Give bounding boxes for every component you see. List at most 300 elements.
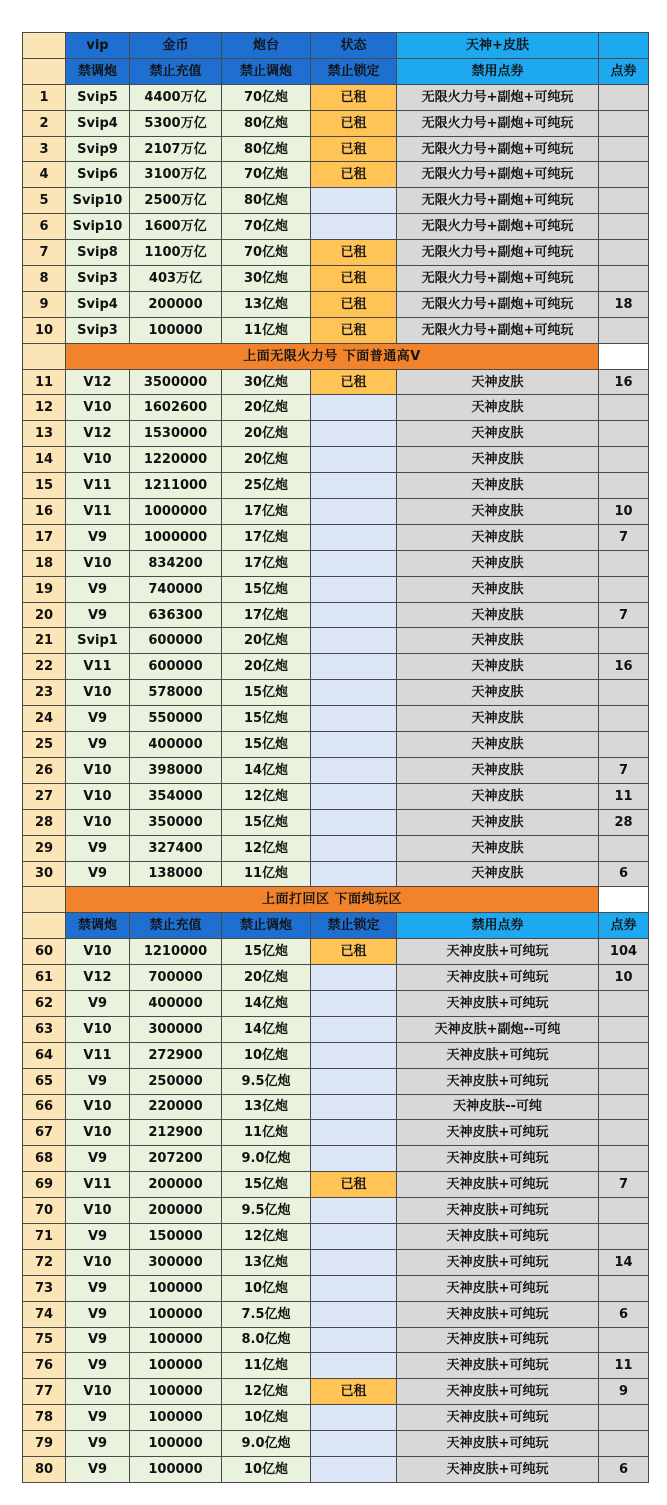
description: 天神皮肤	[397, 447, 599, 473]
status-cell	[311, 602, 397, 628]
table-row	[23, 706, 649, 732]
status-cell	[311, 473, 397, 499]
description: 无限火力号+副炮+可纯玩	[397, 162, 599, 188]
coupon-count: 16	[599, 654, 649, 680]
description: 天神皮肤+可纯玩	[397, 1249, 599, 1275]
coupon-count	[599, 706, 649, 732]
table-row	[23, 1353, 649, 1379]
turret-level: 20亿炮	[222, 628, 311, 654]
table-row	[23, 835, 649, 861]
table-row	[23, 1456, 649, 1482]
table-row	[23, 266, 649, 292]
turret-level: 12亿炮	[222, 1379, 311, 1405]
vip-level: V10	[66, 809, 130, 835]
coupon-count	[599, 1405, 649, 1431]
row-number: 23	[23, 680, 66, 706]
row-number: 5	[23, 188, 66, 214]
turret-level: 20亿炮	[222, 421, 311, 447]
description: 天神皮肤	[397, 369, 599, 395]
turret-level: 10亿炮	[222, 1275, 311, 1301]
gold-amount: 300000	[130, 1016, 222, 1042]
table-row	[23, 369, 649, 395]
vip-level: Svip9	[66, 136, 130, 162]
header-no-recharge: 禁止充值	[130, 58, 222, 84]
description: 无限火力号+副炮+可纯玩	[397, 110, 599, 136]
vip-level: V9	[66, 1327, 130, 1353]
row-number: 62	[23, 990, 66, 1016]
row-number: 60	[23, 939, 66, 965]
row-number: 17	[23, 524, 66, 550]
gold-amount: 100000	[130, 1301, 222, 1327]
table-row	[23, 421, 649, 447]
status-cell	[311, 1223, 397, 1249]
header-coupon: 点券	[599, 58, 649, 84]
vip-level: V10	[66, 1016, 130, 1042]
table-row	[23, 447, 649, 473]
status-cell: 已租	[311, 291, 397, 317]
banner-corner	[23, 887, 66, 913]
description: 天神皮肤	[397, 654, 599, 680]
vip-level: V9	[66, 861, 130, 887]
vip-level: V9	[66, 706, 130, 732]
description: 天神皮肤	[397, 576, 599, 602]
gold-amount: 212900	[130, 1120, 222, 1146]
table-row	[23, 628, 649, 654]
status-cell	[311, 524, 397, 550]
turret-level: 7.5亿炮	[222, 1301, 311, 1327]
row-number: 64	[23, 1042, 66, 1068]
banner-blank	[599, 887, 649, 913]
description: 天神皮肤	[397, 861, 599, 887]
gold-amount: 200000	[130, 291, 222, 317]
coupon-count: 11	[599, 783, 649, 809]
description: 天神皮肤+可纯玩	[397, 939, 599, 965]
coupon-count	[599, 732, 649, 758]
coupon-count	[599, 1431, 649, 1457]
turret-level: 30亿炮	[222, 266, 311, 292]
gold-amount: 1602600	[130, 395, 222, 421]
vip-level: Svip5	[66, 84, 130, 110]
header-no-coupon: 禁用点券	[397, 913, 599, 939]
gold-amount: 100000	[130, 1353, 222, 1379]
turret-level: 11亿炮	[222, 1353, 311, 1379]
vip-level: V10	[66, 680, 130, 706]
gold-amount: 350000	[130, 809, 222, 835]
coupon-count	[599, 628, 649, 654]
status-cell	[311, 680, 397, 706]
vip-level: V9	[66, 835, 130, 861]
row-number: 67	[23, 1120, 66, 1146]
gold-amount: 4400万亿	[130, 84, 222, 110]
vip-level: Svip10	[66, 214, 130, 240]
description: 天神皮肤	[397, 809, 599, 835]
table-row	[23, 1068, 649, 1094]
vip-level: Svip4	[66, 291, 130, 317]
table-row	[23, 110, 649, 136]
row-number: 8	[23, 266, 66, 292]
table-row	[23, 602, 649, 628]
table-row	[23, 757, 649, 783]
coupon-count	[599, 240, 649, 266]
turret-level: 9.0亿炮	[222, 1146, 311, 1172]
row-number: 68	[23, 1146, 66, 1172]
status-cell	[311, 861, 397, 887]
vip-level: V12	[66, 369, 130, 395]
turret-level: 30亿炮	[222, 369, 311, 395]
coupon-count: 10	[599, 499, 649, 525]
turret-level: 14亿炮	[222, 1016, 311, 1042]
row-number: 7	[23, 240, 66, 266]
description: 无限火力号+副炮+可纯玩	[397, 291, 599, 317]
row-number: 65	[23, 1068, 66, 1094]
coupon-count	[599, 317, 649, 343]
coupon-count	[599, 1223, 649, 1249]
vip-level: V9	[66, 1301, 130, 1327]
gold-amount: 1000000	[130, 499, 222, 525]
coupon-count	[599, 550, 649, 576]
coupon-count	[599, 84, 649, 110]
status-cell	[311, 1327, 397, 1353]
table-row	[23, 550, 649, 576]
vip-level: V10	[66, 1094, 130, 1120]
gold-amount: 1530000	[130, 421, 222, 447]
gold-amount: 100000	[130, 317, 222, 343]
coupon-count: 6	[599, 1456, 649, 1482]
row-number: 13	[23, 421, 66, 447]
row-number: 29	[23, 835, 66, 861]
row-number: 76	[23, 1353, 66, 1379]
coupon-count: 14	[599, 1249, 649, 1275]
row-number: 75	[23, 1327, 66, 1353]
row-number: 14	[23, 447, 66, 473]
gold-amount: 100000	[130, 1327, 222, 1353]
status-cell	[311, 628, 397, 654]
description: 天神皮肤	[397, 757, 599, 783]
turret-level: 14亿炮	[222, 757, 311, 783]
coupon-count	[599, 136, 649, 162]
row-number: 28	[23, 809, 66, 835]
turret-level: 20亿炮	[222, 654, 311, 680]
vip-level: V11	[66, 654, 130, 680]
turret-level: 15亿炮	[222, 732, 311, 758]
table-row	[23, 1042, 649, 1068]
turret-level: 15亿炮	[222, 939, 311, 965]
table-row	[23, 654, 649, 680]
status-cell: 已租	[311, 266, 397, 292]
coupon-count: 104	[599, 939, 649, 965]
turret-level: 70亿炮	[222, 214, 311, 240]
header-corner	[23, 913, 66, 939]
header-coupon: 点券	[599, 913, 649, 939]
gold-amount: 220000	[130, 1094, 222, 1120]
description: 天神皮肤+可纯玩	[397, 1146, 599, 1172]
description: 天神皮肤+可纯玩	[397, 1172, 599, 1198]
status-cell	[311, 1094, 397, 1120]
turret-level: 17亿炮	[222, 524, 311, 550]
description: 天神皮肤	[397, 628, 599, 654]
description: 无限火力号+副炮+可纯玩	[397, 214, 599, 240]
status-cell	[311, 395, 397, 421]
row-number: 69	[23, 1172, 66, 1198]
row-number: 18	[23, 550, 66, 576]
vip-level: V10	[66, 783, 130, 809]
vip-level: Svip8	[66, 240, 130, 266]
description: 无限火力号+副炮+可纯玩	[397, 136, 599, 162]
table-row	[23, 1327, 649, 1353]
status-cell	[311, 499, 397, 525]
turret-level: 20亿炮	[222, 965, 311, 991]
status-cell	[311, 965, 397, 991]
description: 天神皮肤+可纯玩	[397, 1431, 599, 1457]
description: 天神皮肤	[397, 602, 599, 628]
coupon-count	[599, 266, 649, 292]
table-row	[23, 965, 649, 991]
gold-amount: 5300万亿	[130, 110, 222, 136]
gold-amount: 207200	[130, 1146, 222, 1172]
turret-level: 13亿炮	[222, 1249, 311, 1275]
coupon-count	[599, 421, 649, 447]
gold-amount: 2500万亿	[130, 188, 222, 214]
gold-amount: 398000	[130, 757, 222, 783]
gold-amount: 200000	[130, 1198, 222, 1224]
table-row	[23, 1301, 649, 1327]
description: 天神皮肤	[397, 473, 599, 499]
header-status: 状态	[311, 33, 397, 59]
gold-amount: 740000	[130, 576, 222, 602]
vip-level: Svip10	[66, 188, 130, 214]
description: 天神皮肤+可纯玩	[397, 1456, 599, 1482]
status-cell: 已租	[311, 1172, 397, 1198]
header-no-turret-change: 禁止调炮	[222, 58, 311, 84]
coupon-count	[599, 1120, 649, 1146]
status-cell: 已租	[311, 162, 397, 188]
vip-level: V11	[66, 1042, 130, 1068]
status-cell	[311, 1249, 397, 1275]
row-number: 78	[23, 1405, 66, 1431]
row-number: 71	[23, 1223, 66, 1249]
status-cell	[311, 214, 397, 240]
row-number: 30	[23, 861, 66, 887]
turret-level: 15亿炮	[222, 576, 311, 602]
gold-amount: 400000	[130, 990, 222, 1016]
vip-level: V9	[66, 602, 130, 628]
status-cell: 已租	[311, 84, 397, 110]
table-row	[23, 939, 649, 965]
status-cell	[311, 1301, 397, 1327]
description: 天神皮肤+可纯玩	[397, 1120, 599, 1146]
vip-level: V9	[66, 1146, 130, 1172]
table-row	[23, 861, 649, 887]
vip-level: V10	[66, 1120, 130, 1146]
table-row	[23, 680, 649, 706]
section-banner-label: 上面打回区 下面纯玩区	[66, 887, 599, 913]
status-cell	[311, 1042, 397, 1068]
gold-amount: 1210000	[130, 939, 222, 965]
vip-level: V9	[66, 732, 130, 758]
gold-amount: 400000	[130, 732, 222, 758]
coupon-count	[599, 473, 649, 499]
row-number: 72	[23, 1249, 66, 1275]
header-no-recharge: 禁止充值	[130, 913, 222, 939]
status-cell: 已租	[311, 317, 397, 343]
section-banner-2	[23, 887, 649, 913]
gold-amount: 636300	[130, 602, 222, 628]
gold-amount: 354000	[130, 783, 222, 809]
gold-amount: 1600万亿	[130, 214, 222, 240]
status-cell: 已租	[311, 939, 397, 965]
status-cell	[311, 1275, 397, 1301]
coupon-count	[599, 1042, 649, 1068]
turret-level: 15亿炮	[222, 1172, 311, 1198]
header-turret: 炮台	[222, 33, 311, 59]
status-cell	[311, 732, 397, 758]
row-number: 73	[23, 1275, 66, 1301]
status-cell	[311, 1120, 397, 1146]
table-row	[23, 1405, 649, 1431]
row-number: 74	[23, 1301, 66, 1327]
row-number: 80	[23, 1456, 66, 1482]
gold-amount: 100000	[130, 1379, 222, 1405]
description: 天神皮肤+可纯玩	[397, 965, 599, 991]
description: 无限火力号+副炮+可纯玩	[397, 84, 599, 110]
description: 天神皮肤+可纯玩	[397, 1353, 599, 1379]
table-row	[23, 291, 649, 317]
description: 天神皮肤+可纯玩	[397, 990, 599, 1016]
gold-amount: 3100万亿	[130, 162, 222, 188]
coupon-count	[599, 188, 649, 214]
description: 无限火力号+副炮+可纯玩	[397, 240, 599, 266]
turret-level: 80亿炮	[222, 110, 311, 136]
status-cell	[311, 1405, 397, 1431]
coupon-count	[599, 1327, 649, 1353]
coupon-count: 7	[599, 524, 649, 550]
description: 天神皮肤+可纯玩	[397, 1405, 599, 1431]
coupon-count: 11	[599, 1353, 649, 1379]
coupon-count	[599, 1094, 649, 1120]
coupon-count	[599, 990, 649, 1016]
account-table	[22, 32, 649, 1483]
coupon-count	[599, 835, 649, 861]
gold-amount: 1100万亿	[130, 240, 222, 266]
gold-amount: 550000	[130, 706, 222, 732]
table-row	[23, 1379, 649, 1405]
turret-level: 10亿炮	[222, 1456, 311, 1482]
vip-level: V12	[66, 965, 130, 991]
row-number: 26	[23, 757, 66, 783]
turret-level: 17亿炮	[222, 550, 311, 576]
coupon-count	[599, 1068, 649, 1094]
turret-level: 11亿炮	[222, 861, 311, 887]
row-number: 15	[23, 473, 66, 499]
header-corner	[23, 58, 66, 84]
description: 天神皮肤	[397, 499, 599, 525]
turret-level: 20亿炮	[222, 447, 311, 473]
header-no-lock: 禁止锁定	[311, 58, 397, 84]
coupon-count: 18	[599, 291, 649, 317]
coupon-count: 7	[599, 602, 649, 628]
status-cell: 已租	[311, 1379, 397, 1405]
turret-level: 80亿炮	[222, 188, 311, 214]
table-row	[23, 783, 649, 809]
gold-amount: 100000	[130, 1405, 222, 1431]
account-table-body	[23, 33, 649, 1483]
row-number: 70	[23, 1198, 66, 1224]
description: 天神皮肤+可纯玩	[397, 1301, 599, 1327]
table-row	[23, 214, 649, 240]
turret-level: 11亿炮	[222, 317, 311, 343]
status-cell: 已租	[311, 110, 397, 136]
table-row	[23, 1431, 649, 1457]
turret-level: 70亿炮	[222, 162, 311, 188]
banner-corner	[23, 343, 66, 369]
turret-level: 9.5亿炮	[222, 1068, 311, 1094]
table-row	[23, 1146, 649, 1172]
banner-blank	[599, 343, 649, 369]
row-number: 61	[23, 965, 66, 991]
turret-level: 12亿炮	[222, 1223, 311, 1249]
description: 天神皮肤	[397, 680, 599, 706]
turret-level: 15亿炮	[222, 706, 311, 732]
gold-amount: 1000000	[130, 524, 222, 550]
description: 天神皮肤--可纯	[397, 1094, 599, 1120]
turret-level: 9.5亿炮	[222, 1198, 311, 1224]
coupon-count	[599, 395, 649, 421]
status-cell	[311, 421, 397, 447]
row-number: 11	[23, 369, 66, 395]
vip-level: Svip6	[66, 162, 130, 188]
vip-level: V12	[66, 421, 130, 447]
gold-amount: 100000	[130, 1431, 222, 1457]
turret-level: 15亿炮	[222, 809, 311, 835]
turret-level: 9.0亿炮	[222, 1431, 311, 1457]
status-cell	[311, 447, 397, 473]
gold-amount: 100000	[130, 1456, 222, 1482]
header-row-1	[23, 33, 649, 59]
header-gold: 金币	[130, 33, 222, 59]
vip-level: V9	[66, 1431, 130, 1457]
status-cell: 已租	[311, 136, 397, 162]
status-cell	[311, 1016, 397, 1042]
row-number: 24	[23, 706, 66, 732]
coupon-count: 9	[599, 1379, 649, 1405]
description: 无限火力号+副炮+可纯玩	[397, 317, 599, 343]
row-number: 20	[23, 602, 66, 628]
coupon-count: 6	[599, 1301, 649, 1327]
vip-level: V11	[66, 473, 130, 499]
table-row	[23, 84, 649, 110]
vip-level: V9	[66, 1353, 130, 1379]
status-cell	[311, 1068, 397, 1094]
section-banner-label: 上面无限火力号 下面普通高V	[66, 343, 599, 369]
gold-amount: 100000	[130, 1275, 222, 1301]
description: 天神皮肤+可纯玩	[397, 1042, 599, 1068]
gold-amount: 1211000	[130, 473, 222, 499]
turret-level: 13亿炮	[222, 1094, 311, 1120]
turret-level: 17亿炮	[222, 602, 311, 628]
gold-amount: 272900	[130, 1042, 222, 1068]
header-blank	[599, 33, 649, 59]
vip-level: V9	[66, 524, 130, 550]
vip-level: V9	[66, 1223, 130, 1249]
status-cell	[311, 550, 397, 576]
row-number: 2	[23, 110, 66, 136]
description: 天神皮肤	[397, 550, 599, 576]
vip-level: V10	[66, 550, 130, 576]
turret-level: 13亿炮	[222, 291, 311, 317]
status-cell	[311, 783, 397, 809]
table-row	[23, 499, 649, 525]
vip-level: V10	[66, 1249, 130, 1275]
